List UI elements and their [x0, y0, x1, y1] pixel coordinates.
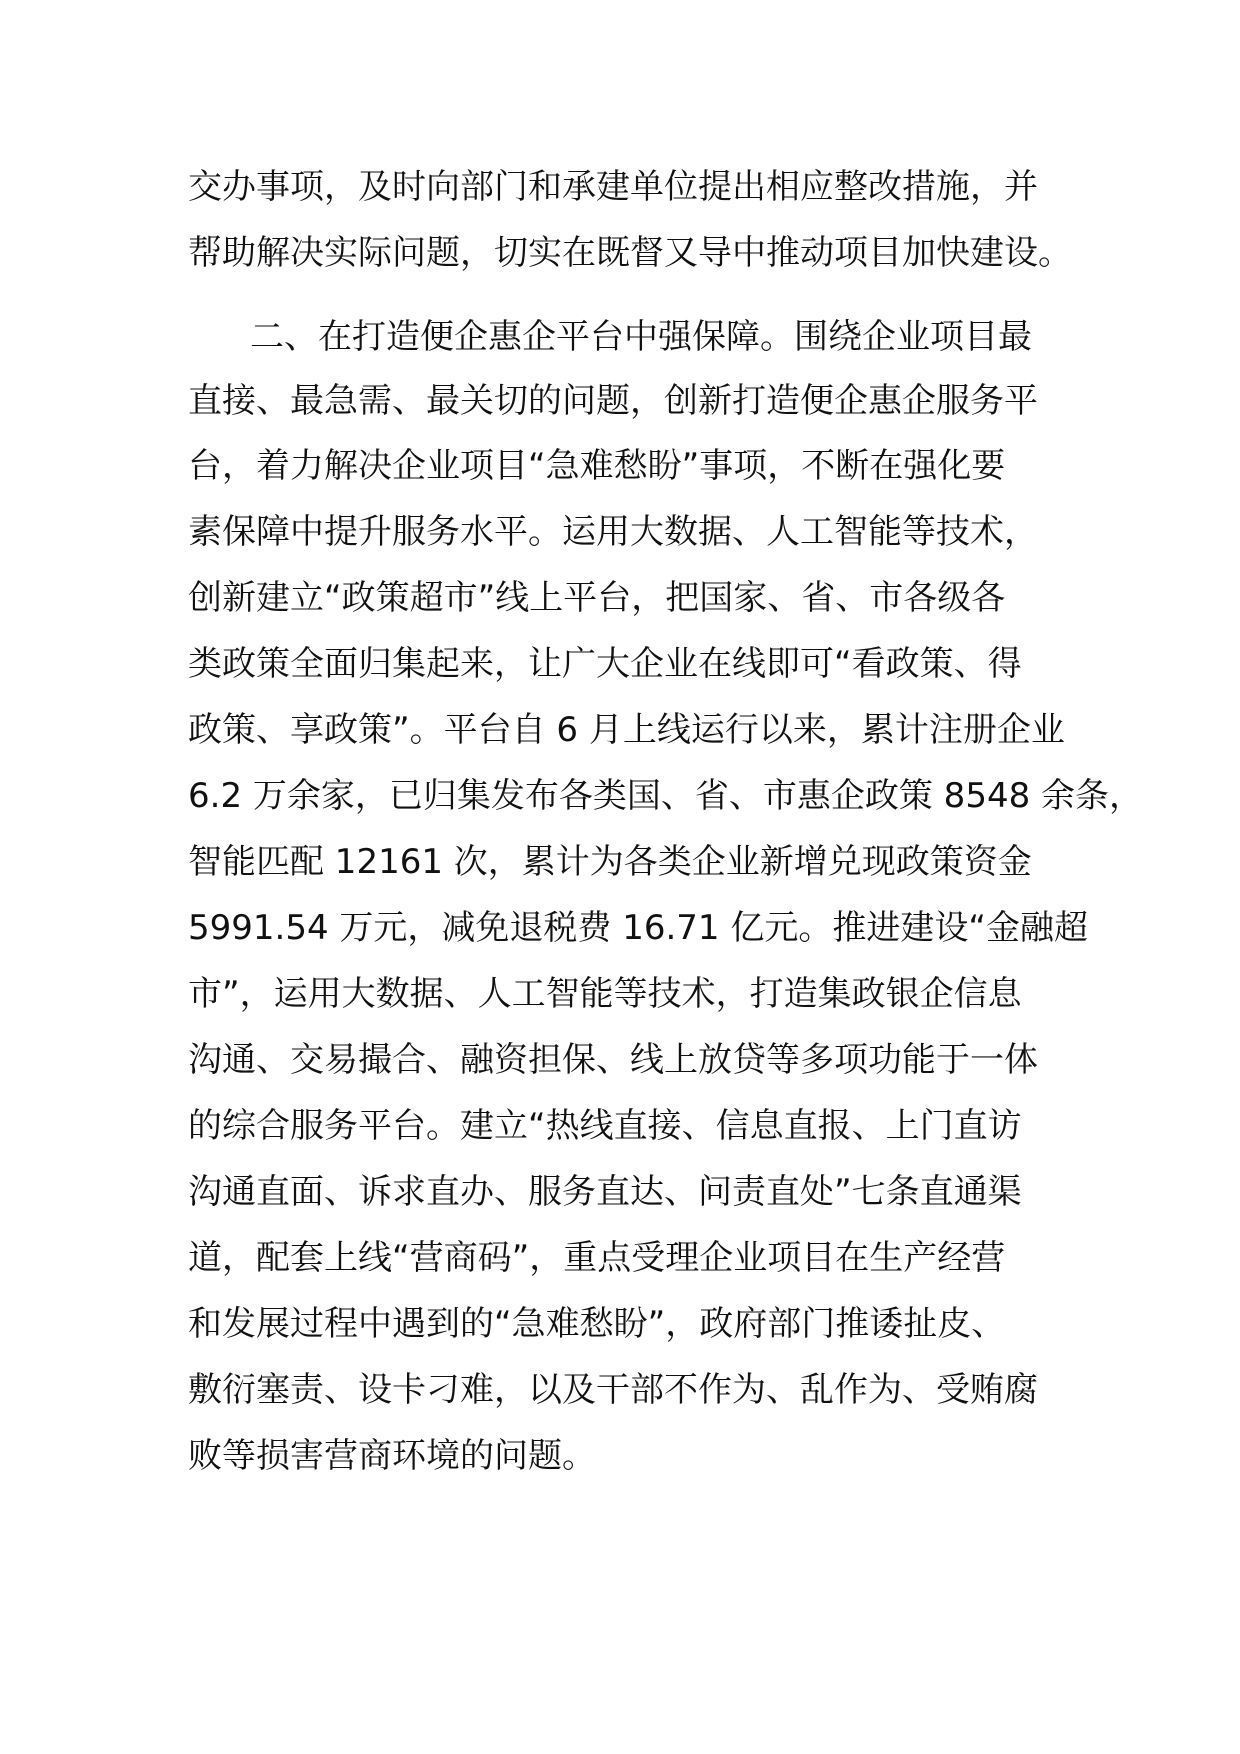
paragraph-line: 沟通直面、诉求直办、服务直达、问责直处”七条直通渠 — [188, 1172, 1022, 1212]
paragraph-line: 政策、享政策”。平台自 6 月上线运行以来，累计注册企业 — [188, 710, 1065, 750]
paragraph-line: 帮助解决实际问题，切实在既督又导中推动项目加快建设。 — [188, 233, 1072, 273]
paragraph-line: 和发展过程中遇到的“急难愁盼”，政府部门推诿扯皮、 — [188, 1304, 1006, 1344]
paragraph-line: 敷衍塞责、设卡刁难，以及干部不作为、乱作为、受贿腐 — [188, 1370, 1038, 1410]
paragraph-line: 沟通、交易撮合、融资担保、线上放贷等多项功能于一体 — [188, 1040, 1038, 1080]
paragraph-line: 台，着力解决企业项目“急难愁盼”事项，不断在强化要 — [188, 446, 1006, 486]
section-heading-line: 二、在打造便企惠企平台中强保障。围绕企业项目最 — [250, 317, 1032, 357]
paragraph-line: 市”，运用大数据、人工智能等技术，打造集政银企信息 — [188, 974, 1022, 1014]
paragraph-line: 交办事项，及时向部门和承建单位提出相应整改措施，并 — [188, 167, 1038, 207]
paragraph-line: 6.2 万余家，已归集发布各类国、省、市惠企政策 8548 余条， — [188, 776, 1144, 816]
paragraph-line: 素保障中提升服务水平。运用大数据、人工智能等技术， — [188, 512, 1038, 552]
paragraph-line: 败等损害营商环境的问题。 — [188, 1436, 596, 1476]
paragraph-line: 直接、最急需、最关切的问题，创新打造便企惠企服务平 — [188, 381, 1038, 421]
paragraph-line: 5991.54 万元，减免退税费 16.71 亿元。推进建设“金融超 — [188, 908, 1088, 948]
paragraph-line: 创新建立“政策超市”线上平台，把国家、省、市各级各 — [188, 578, 1006, 618]
paragraph-line: 智能匹配 12161 次，累计为各类企业新增兑现政策资金 — [188, 842, 1032, 882]
paragraph-line: 的综合服务平台。建立“热线直接、信息直报、上门直访 — [188, 1106, 1022, 1146]
paragraph-line: 类政策全面归集起来，让广大企业在线即可“看政策、得 — [188, 644, 1022, 684]
paragraph-line: 道，配套上线“营商码”，重点受理企业项目在生产经营 — [188, 1238, 1006, 1278]
